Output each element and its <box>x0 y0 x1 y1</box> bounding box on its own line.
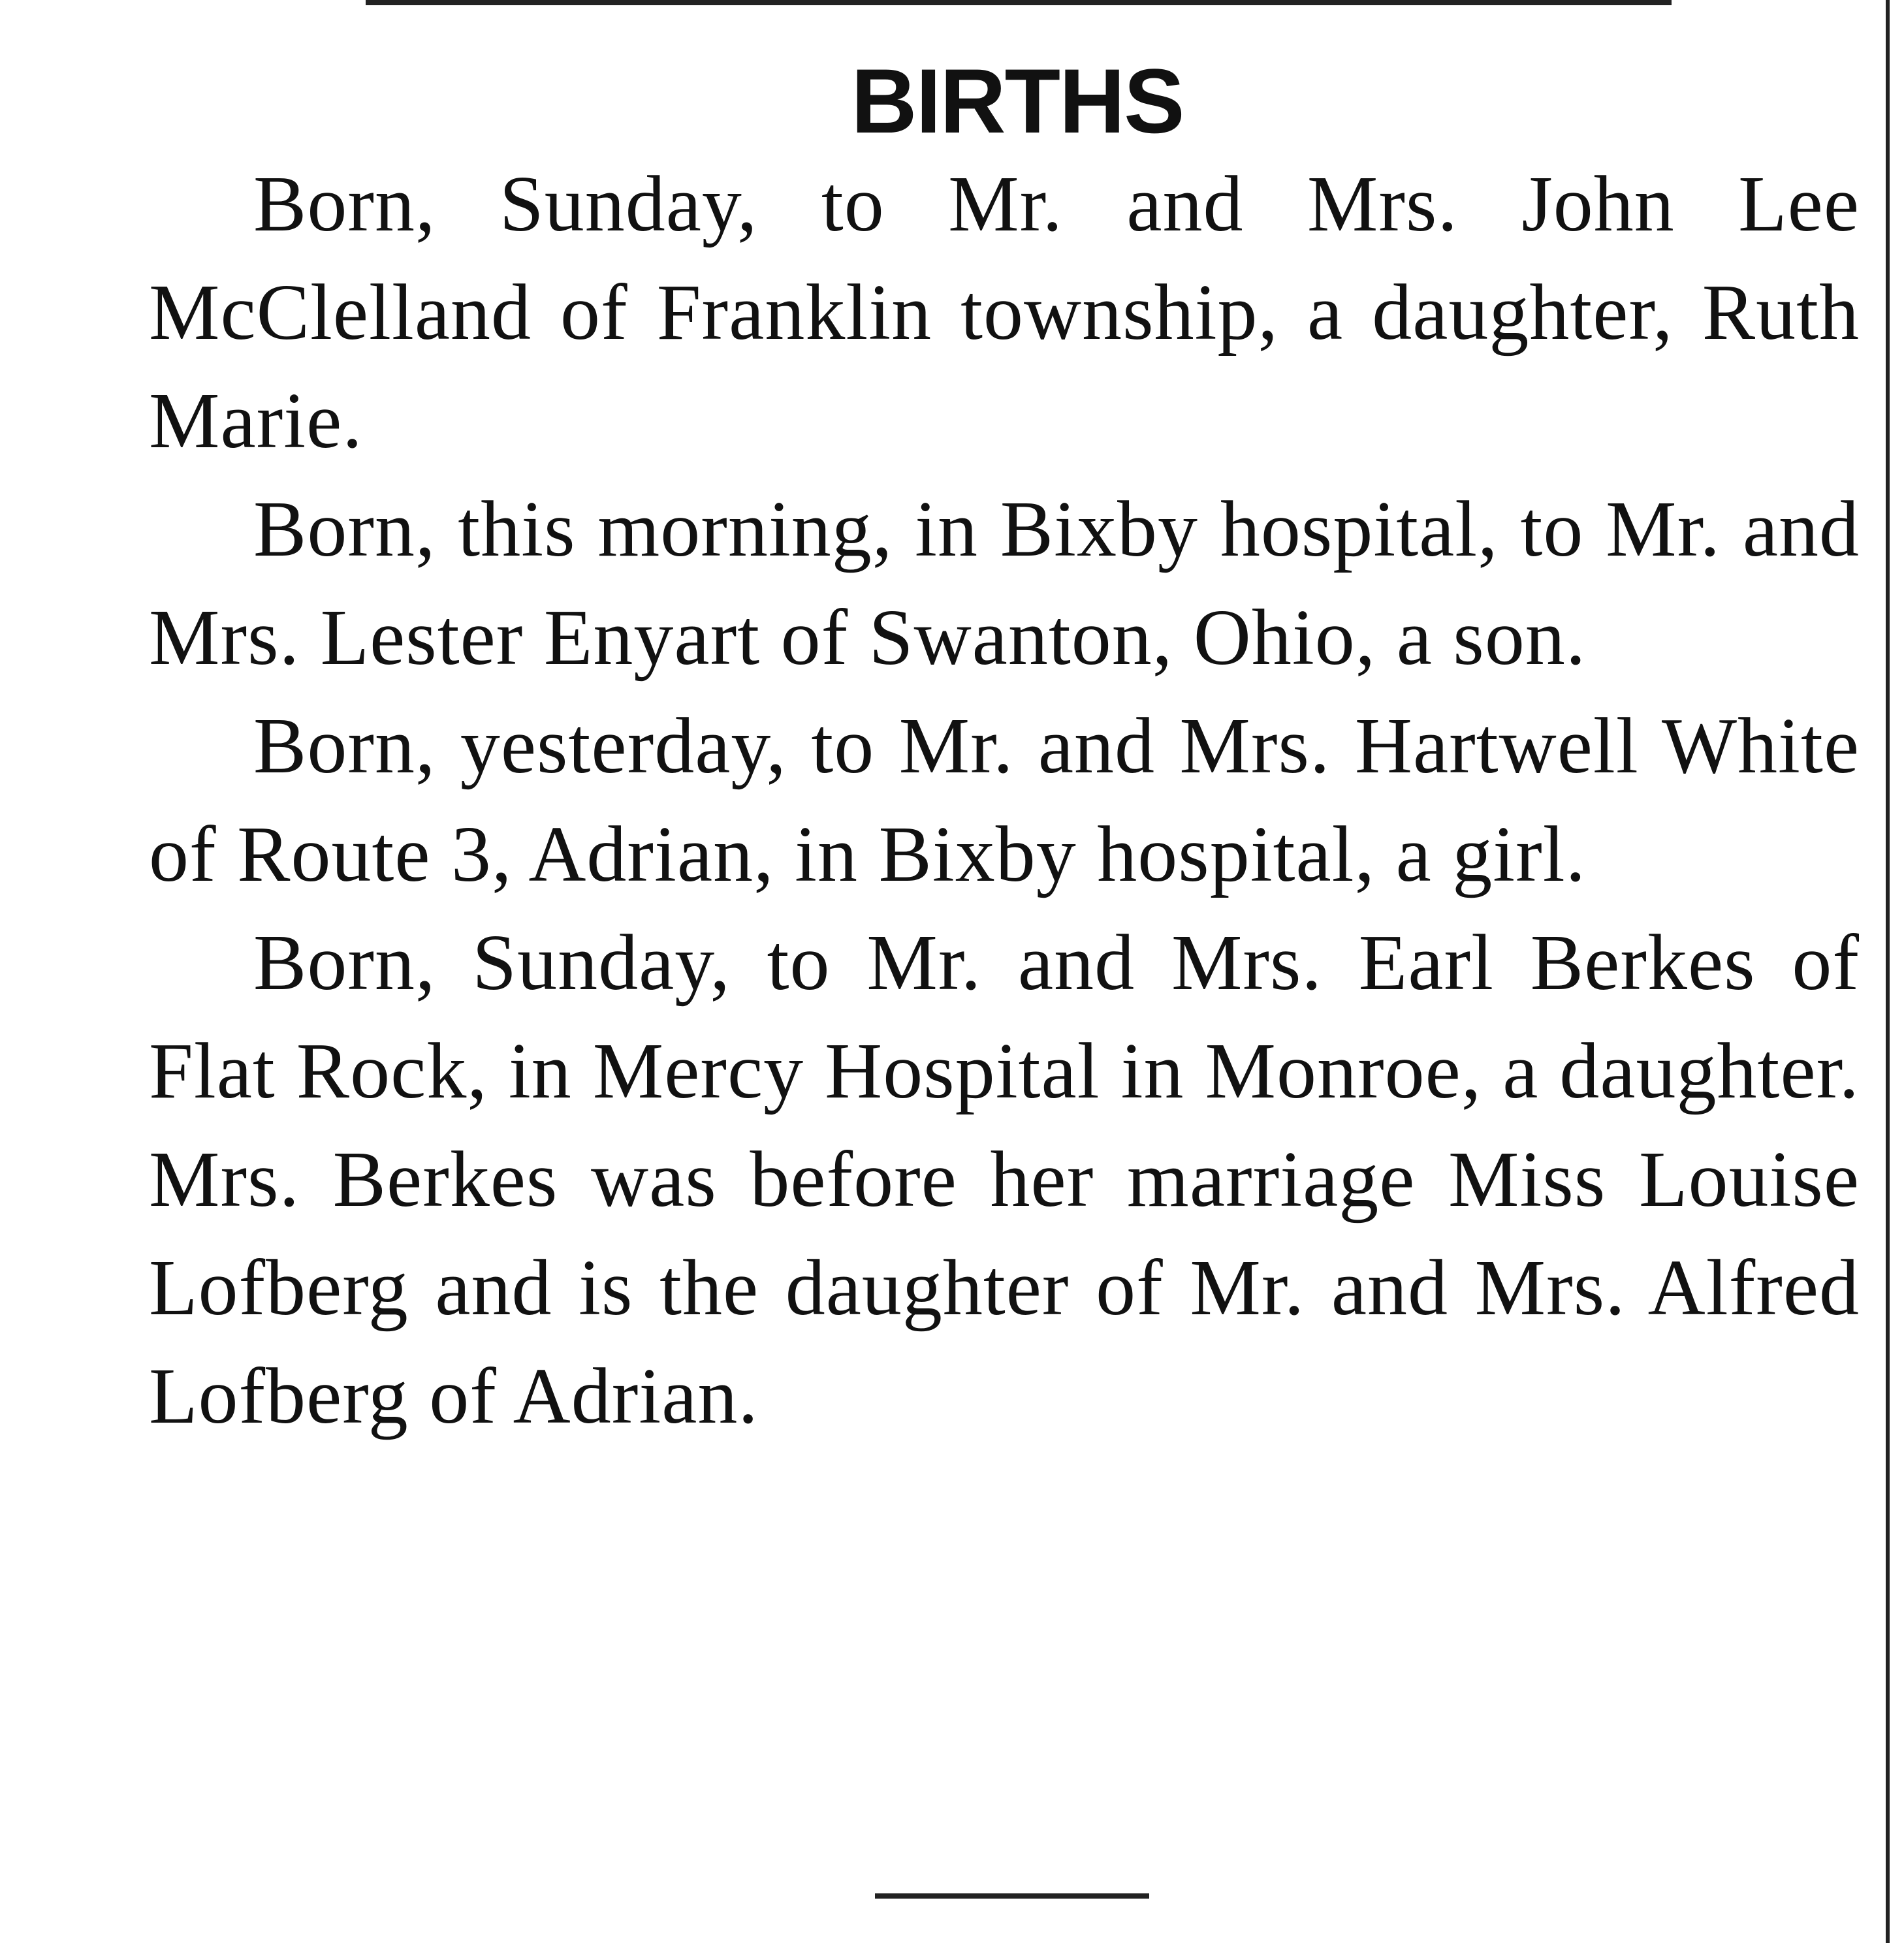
birth-notice-1: Born, Sunday, to Mr. and Mrs. John Lee McClelland of Franklin township, a daughter, Ruth Marie. <box>149 160 1860 465</box>
headline: BIRTHS <box>851 50 1184 152</box>
end-rule <box>875 1893 1149 1899</box>
birth-notice-3: Born, yesterday, to Mr. and Mrs. Hartwell White of Route 3, Adrian, in Bixby hospital, a girl. <box>149 702 1860 898</box>
births-clipping <box>149 46 1860 1451</box>
top-column-rule <box>366 0 1672 5</box>
birth-notice-4: Born, Sunday, to Mr. and Mrs. Earl Berkes of Flat Rock, in Mercy Hospital in Monroe, a daughter. Mrs. Berkes was before her marriage Miss Louise Lofberg and is the daughter of Mr. and Mrs. Alfred Lofberg of Adrian. <box>149 919 1860 1440</box>
right-column-rule <box>1886 0 1890 1943</box>
birth-notice-2: Born, this morning, in Bixby hospital, to Mr. and Mrs. Lester Enyart of Swanton, Ohio, a son. <box>149 485 1860 682</box>
